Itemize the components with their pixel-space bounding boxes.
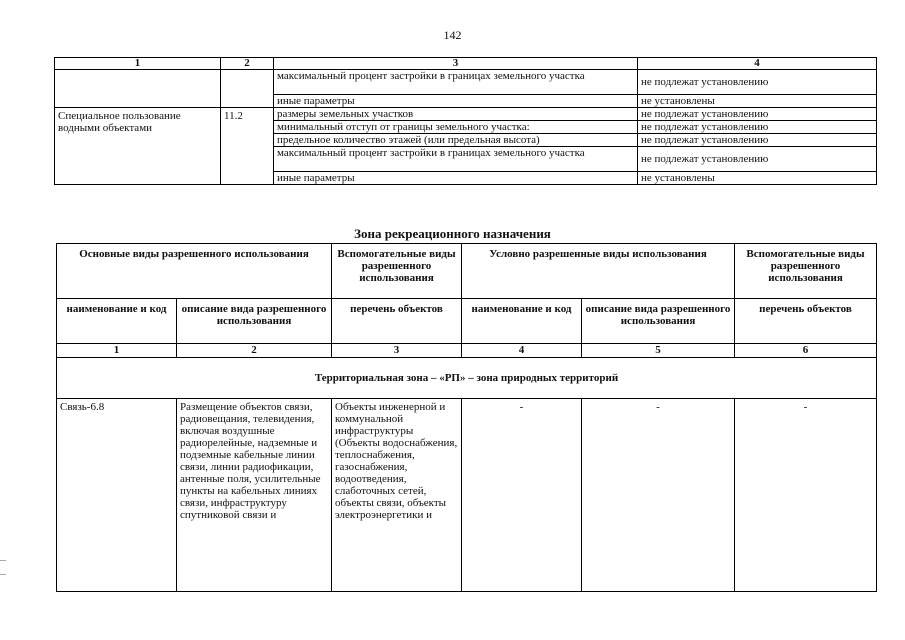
table-header-row <box>55 58 877 70</box>
scan-mark <box>0 560 6 561</box>
header-description-2: описание вида разрешенного использования <box>582 299 735 344</box>
column-header: 3 <box>274 58 638 70</box>
parameters-table <box>54 57 877 185</box>
column-number-row <box>57 344 877 358</box>
header-aux-uses: Вспомогательные виды разрешенного использования <box>332 244 462 299</box>
empty-cell <box>55 70 221 108</box>
column-number: 4 <box>462 344 582 358</box>
value-cell: не установлены <box>638 95 877 108</box>
header-object-list: перечень объектов <box>332 299 462 344</box>
param-cell: иные параметры <box>274 95 638 108</box>
table-header-row <box>57 244 877 299</box>
param-cell: максимальный процент застройки в границах земельного участка <box>274 70 638 95</box>
value-cell: не подлежат установлению <box>638 134 877 147</box>
section-title: Зона рекреационного назначения <box>354 226 551 241</box>
header-aux-uses-2: Вспомогательные виды разрешенного использования <box>735 244 877 299</box>
header-main-uses: Основные виды разрешенного использования <box>57 244 332 299</box>
value-cell: не установлены <box>638 172 877 185</box>
table-row <box>55 108 877 121</box>
value-cell: не подлежат установлению <box>638 147 877 172</box>
zone-title-cell: Территориальная зона – «РП» – зона природных территорий <box>57 358 877 399</box>
value-cell: не подлежат установлению <box>638 70 877 95</box>
header-conditional-uses: Условно разрешенные виды использования <box>462 244 735 299</box>
column-number: 5 <box>582 344 735 358</box>
param-cell: минимальный отступ от границы земельного участка: <box>274 121 638 134</box>
conditional-description-cell: - <box>582 399 735 592</box>
empty-cell <box>221 70 274 108</box>
param-cell: иные параметры <box>274 172 638 185</box>
use-name-cell: Связь-6.8 <box>57 399 177 592</box>
table-row <box>55 70 877 95</box>
aux-objects-cell: Объекты инженерной и коммунальной инфраструктуры (Объекты водоснабжения, теплоснабжения, газоснабжения, водоотведения, слаботочных сетей, объекты связи, объекты электроэнергетики и <box>332 399 462 592</box>
column-header: 1 <box>55 58 221 70</box>
column-number: 1 <box>57 344 177 358</box>
table-subheader-row <box>57 299 877 344</box>
column-header: 2 <box>221 58 274 70</box>
header-object-list-2: перечень объектов <box>735 299 877 344</box>
conditional-name-cell: - <box>462 399 582 592</box>
zone-row <box>57 358 877 399</box>
value-cell: не подлежат установлению <box>638 108 877 121</box>
param-cell: предельное количество этажей (или предельная высота) <box>274 134 638 147</box>
use-code-cell: 11.2 <box>221 108 274 185</box>
header-name-code: наименование и код <box>57 299 177 344</box>
column-number: 6 <box>735 344 877 358</box>
page-number: 142 <box>443 28 462 42</box>
use-name-cell: Специальное пользование водными объектами <box>55 108 221 185</box>
column-number: 3 <box>332 344 462 358</box>
column-header: 4 <box>638 58 877 70</box>
param-cell: максимальный процент застройки в границах земельного участка <box>274 147 638 172</box>
value-cell: не подлежат установлению <box>638 121 877 134</box>
scan-mark <box>0 574 6 575</box>
header-name-code-2: наименование и код <box>462 299 582 344</box>
param-cell: размеры земельных участков <box>274 108 638 121</box>
aux-objects-cell-2: - <box>735 399 877 592</box>
table-row <box>57 399 877 592</box>
header-description: описание вида разрешенного использования <box>177 299 332 344</box>
land-use-table <box>56 243 877 592</box>
column-number: 2 <box>177 344 332 358</box>
use-description-cell: Размещение объектов связи, радиовещания, телевидения, включая воздушные радиорелейные, надземные и подземные кабельные линии связи, линии радиофикации, антенные поля, усилительные пункты на кабельных линиях связи, инфраструктуру спутниковой связи и <box>177 399 332 592</box>
